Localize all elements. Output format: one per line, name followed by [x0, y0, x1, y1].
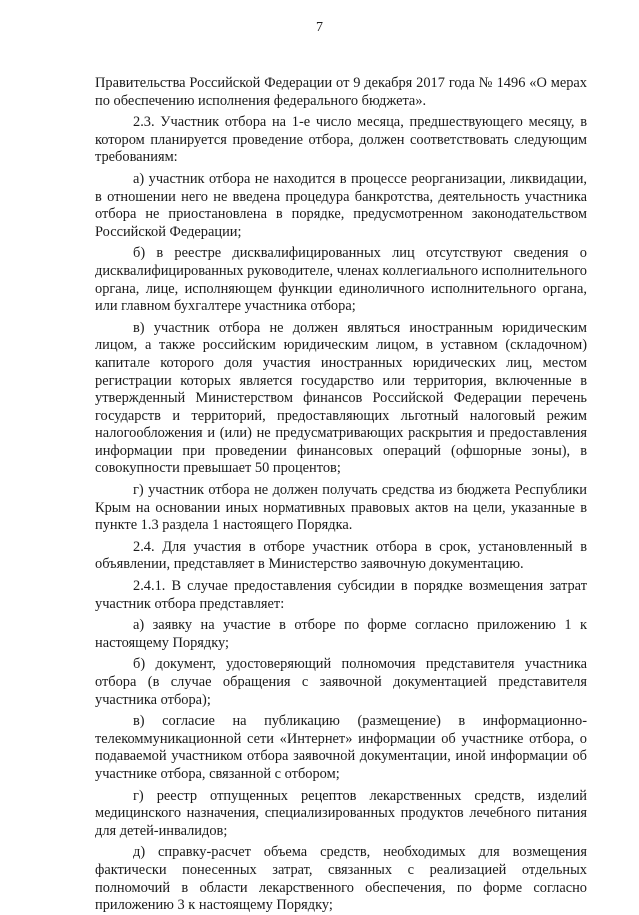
document-body: [95, 75, 587, 915]
page-number: 7: [316, 20, 323, 35]
paragraph-continuation: Правительства Российской Федерации от 9 декабря 2017 года № 1496 «О мерах по обеспечению исполнения федерального бюджета».: [95, 75, 587, 109]
paragraph-2-3-v: в) участник отбора не должен являться иностранным юридическим лицом, а также российским юридическим лицом, в уставном (складочном) капитале которого доля участия иностранных юридических лиц, местом регистрации которых является государство или территория, включенные в утвержденный Министерством финансов Российской Федерации перечень государств и территорий, предоставляющих льготный налоговый режим налогообложения и (или) не предусматривающих раскрытия и предоставления информации при проведении финансовых операций (офшорные зоны), в совокупности превышает 50 процентов;: [95, 319, 587, 477]
paragraph-2-4-1-v: в) согласие на публикацию (размещение) в информационно-телекоммуникационной сети «Интернет» информации об участнике отбора, о подаваемой участником отбора заявочной документации, иной информации об участнике отбора, связанной с отбором;: [95, 713, 587, 782]
paragraph-2-4-1-d: д) справку-расчет объема средств, необходимых для возмещения фактически понесенных затрат, связанных с реализацией отдельных полномочий в области лекарственного обеспечения, по форме согласно приложению 3 к настоящему Порядку;: [95, 844, 587, 914]
paragraph-2-4-1-b: б) документ, удостоверяющий полномочия представителя участника отбора (в случае обращения с заявочной документацией представителя участника отбора);: [95, 656, 587, 708]
paragraph-2-3-b: б) в реестре дисквалифицированных лиц отсутствуют сведения о дисквалифицированных руководителе, членах коллегиального исполнительного органа, лице, исполняющем функции единоличного исполнительного органа, или главном бухгалтере участника отбора;: [95, 245, 587, 315]
paragraph-2-4-1-g: г) реестр отпущенных рецептов лекарственных средств, изделий медицинского назначения, специализированных продуктов лечебного питания для детей-инвалидов;: [95, 787, 587, 839]
paragraph-2-4: 2.4. Для участия в отборе участник отбора в срок, установленный в объявлении, представляет в Министерство заявочную документацию.: [95, 538, 587, 573]
paragraph-2-3-g: г) участник отбора не должен получать средства из бюджета Республики Крым на основании иных нормативных правовых актов на цели, указанные в пункте 1.3 раздела 1 настоящего Порядка.: [95, 482, 587, 534]
paragraph-2-4-1: 2.4.1. В случае предоставления субсидии в порядке возмещения затрат участник отбора представляет:: [95, 578, 587, 612]
paragraph-2-4-1-a: а) заявку на участие в отборе по форме согласно приложению 1 к настоящему Порядку;: [95, 617, 587, 651]
paragraph-2-3: 2.3. Участник отбора на 1-е число месяца, предшествующего месяцу, в котором планируется проведение отбора, должен соответствовать следующим требованиям:: [95, 114, 587, 166]
paragraph-2-3-a: а) участник отбора не находится в процессе реорганизации, ликвидации, в отношении него не введена процедура банкротства, деятельность участника отбора не приостановлена в порядке, предусмотренном законодательством Российской Федерации;: [95, 170, 587, 240]
